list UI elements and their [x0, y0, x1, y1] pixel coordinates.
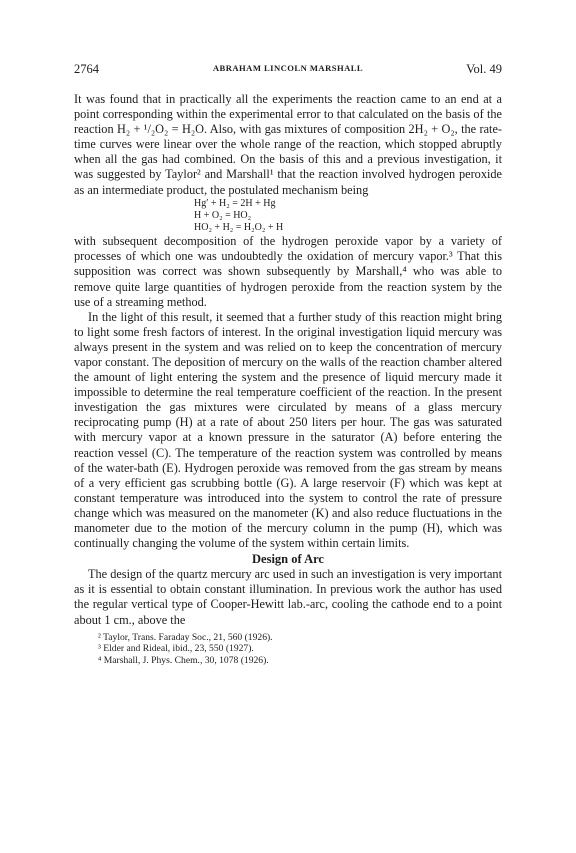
- page-number: 2764: [74, 62, 99, 76]
- footnote: ³ Elder and Rideal, ibid., 23, 550 (1927).: [98, 643, 254, 655]
- equation-line: H + O₂ = HO₂: [194, 209, 252, 221]
- paragraph-present-investigation: In the light of this result, it seemed that a further study of this reaction might bring to light some fresh factors of interest. In the original investigation liquid mercury was always present in the system and was relied on to keep the concentration of mercury vapor constant. The deposition of mercury on the walls of the reaction chamber altered the amount of light entering the system and the presence of liquid mercury made it impossible to determine the real temperature coefficient of the reaction. In the present investigation the gas mixtures were circulated by means of a glass mercury reciprocating pump (H) at a rate of about 250 liters per hour. The gas was saturated with mercury vapor at a known pressure in the saturator (A) before entering the reaction vessel (C). The temperature of the reaction system was controlled by means of the water-bath (E). Hydrogen peroxide was removed from the gas stream by means of a very efficient gas scrubbing bottle (G). A large reservoir (F) which was kept at constant temperature was introduced into the system to control the rate of pressure change which was measured on the manometer (K) and also reduce fluctuations in the manometer due to the motion of the mercury column in the pump (H), which was continually changing the volume of the system within certain limits.: [74, 309, 502, 551]
- running-header: [74, 62, 502, 78]
- mechanism-equations: [194, 198, 502, 235]
- paragraph-arc-design: The design of the quartz mercury arc used in such an investigation is very important as it is essential to obtain constant illumination. In previous work the author has used the regular vertical type of Cooper-Hewitt lab.-arc, cooling the cathode end to a point about 1 cm., above the: [74, 567, 502, 627]
- paragraph-peroxide-decomposition: with subsequent decomposition of the hydrogen peroxide vapor by a variety of processes of which one was undoubtedly the oxidation of mercury vapor.³ That this supposition was correct was shown subsequently by Marshall,⁴ who was able to remove quite large quantities of hydrogen peroxide from the reaction system by the use of a streaming method.: [74, 234, 502, 309]
- footnote: ² Taylor, Trans. Faraday Soc., 21, 560 (1926).: [98, 631, 273, 643]
- running-title: ABRAHAM LINCOLN MARSHALL: [212, 63, 364, 73]
- footnote: ⁴ Marshall, J. Phys. Chem., 30, 1078 (1926).: [98, 654, 269, 666]
- article-body: [74, 92, 502, 666]
- volume-number: Vol. 49: [466, 62, 502, 76]
- paragraph-reaction-endpoint: It was found that in practically all the experiments the reaction came to an end at a point corresponding within the experimental error to that calculated on the basis of the reaction H₂ + ¹/₂O₂ = H₂O. Also, with gas mixtures of composition 2H₂ + O₂, the rate-time curves were linear over the whole range of the reaction, which stopped abruptly when all the gas had combined. On the basis of this and a previous investigation, it was suggested by Taylor² and Marshall¹ that the reaction involved hydrogen peroxide as an intermediate product, the postulated mechanism being: [74, 92, 502, 197]
- footnotes: [98, 632, 502, 667]
- equation-line: HO₂ + H₂ = H₂O₂ + H: [194, 222, 284, 234]
- equation-line: Hg′ + H₂ = 2H + Hg: [194, 197, 276, 209]
- section-heading: Design of Arc: [252, 552, 324, 567]
